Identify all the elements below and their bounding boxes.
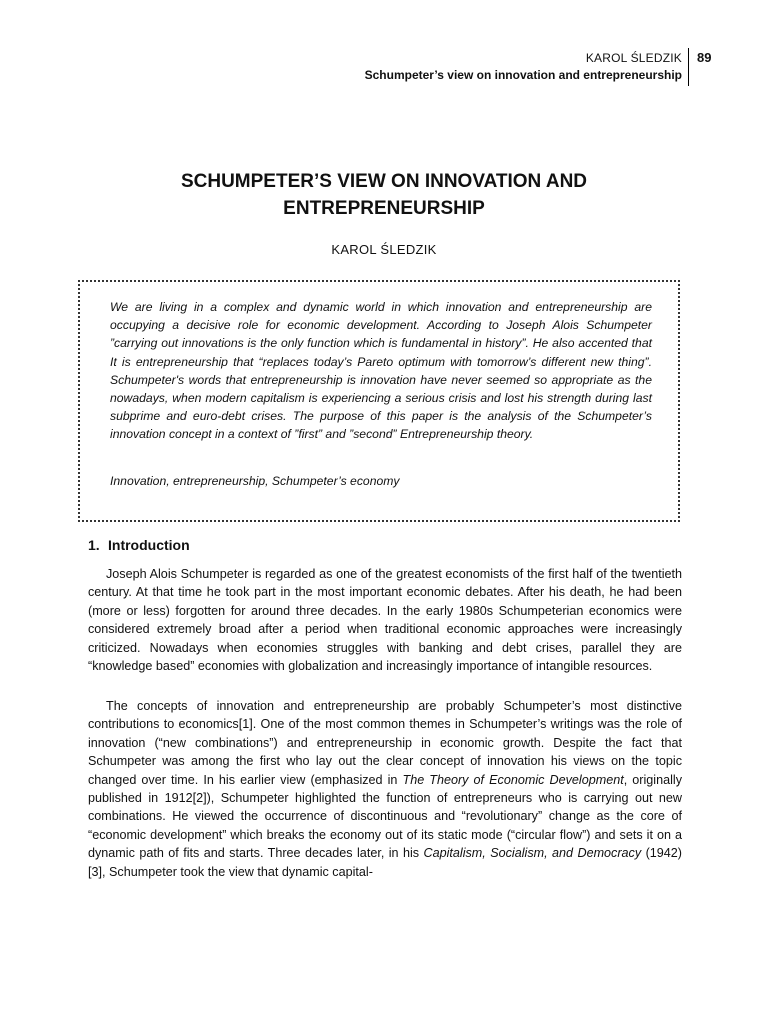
paper-title: [0, 168, 768, 222]
book-title-theory-of-economic-development: The Theory of Economic Development: [402, 772, 624, 787]
paper-title-line-1: SCHUMPETER’S VIEW ON INNOVATION AND: [180, 171, 588, 192]
body-paragraph-2: [88, 697, 682, 881]
body-paragraph-1: Joseph Alois Schumpeter is regarded as one of the greatest economists of the first half of the twentieth century. At that time he took part in the most important economic debates. After his death, he had been (more or less) forgotten for around three decades. In the early 1980s Schumpeterian economics were considered extremely broad after a period when traditional economic approaches were increasingly criticized. Nowadays when economies struggles with banking and debt crises, parallel they are “knowledge based” economies with globalization and increasingly importance of intangible resources.: [88, 567, 682, 674]
running-head-title: Schumpeter’s view on innovation and entrepreneurship: [364, 68, 682, 82]
section-heading: [88, 537, 190, 553]
book-title-capitalism-socialism-democracy: Capitalism, Socialism, and Democracy: [423, 846, 642, 861]
running-head-divider: [688, 48, 689, 86]
running-head-text: [365, 50, 682, 84]
section-title: Introduction: [108, 537, 190, 553]
paper-title-line-2: ENTREPRENEURSHIP: [283, 198, 485, 219]
paragraph-2-text-a: The concepts of innovation and entrepreneurship are probably Schumpeter’s most distinctive contributions to economics[1]. One of the most common themes in Schumpeter’s writings was the role of innovation (“new combinations”) and entrepreneurship in economic growth. Despite the fact that Schumpeter was among the first who lay out the clear concept of innovation his views on the topic changed over time. In his earlier view (emphasized in: [88, 699, 682, 787]
paragraph-2-text-b: , originally published in 1912[2]), Schumpeter highlighted the function of entrepreneurs who is carrying out new combinations. He viewed the occurrence of discontinuous and “revolutionary” change as the core of “economic development” which breaks the economy out of its static mode (“circular flow”) and sets it on a dynamic path of fits and starts. Three decades later, in his: [88, 772, 682, 861]
abstract-keywords: Innovation, entrepreneurship, Schumpeter’s economy: [110, 474, 400, 488]
paragraph-2-text-c: (1942)[3], Schumpeter took the view that dynamic capital-: [88, 846, 682, 879]
section-number: 1.: [88, 537, 100, 553]
abstract-box: [78, 280, 680, 522]
running-head-author: KAROL ŚLEDZIK: [585, 51, 682, 65]
abstract-text: We are living in a complex and dynamic world in which innovation and entrepreneurship are occupying a decisive role for economic development. According to Joseph Alois Schumpeter ”carrying out innovations is the only function which is fundamental in history”. He also accented that It is entrepreneurship that “replaces today’s Pareto optimum with tomorrow’s different new thing”. Schumpeter's words that entrepreneurship is innovation have never seemed so appropriate as the nowadays, when modern capitalism is experiencing a serious crisis and lost his strength during last subprime and euro-debt crises. The purpose of this paper is the analysis of the Schumpeter’s innovation concept in a context of ”first” and ”second” Entrepreneurship theory.: [110, 300, 652, 442]
paper-author: KAROL ŚLEDZIK: [331, 242, 437, 257]
page-number: 89: [697, 50, 712, 65]
